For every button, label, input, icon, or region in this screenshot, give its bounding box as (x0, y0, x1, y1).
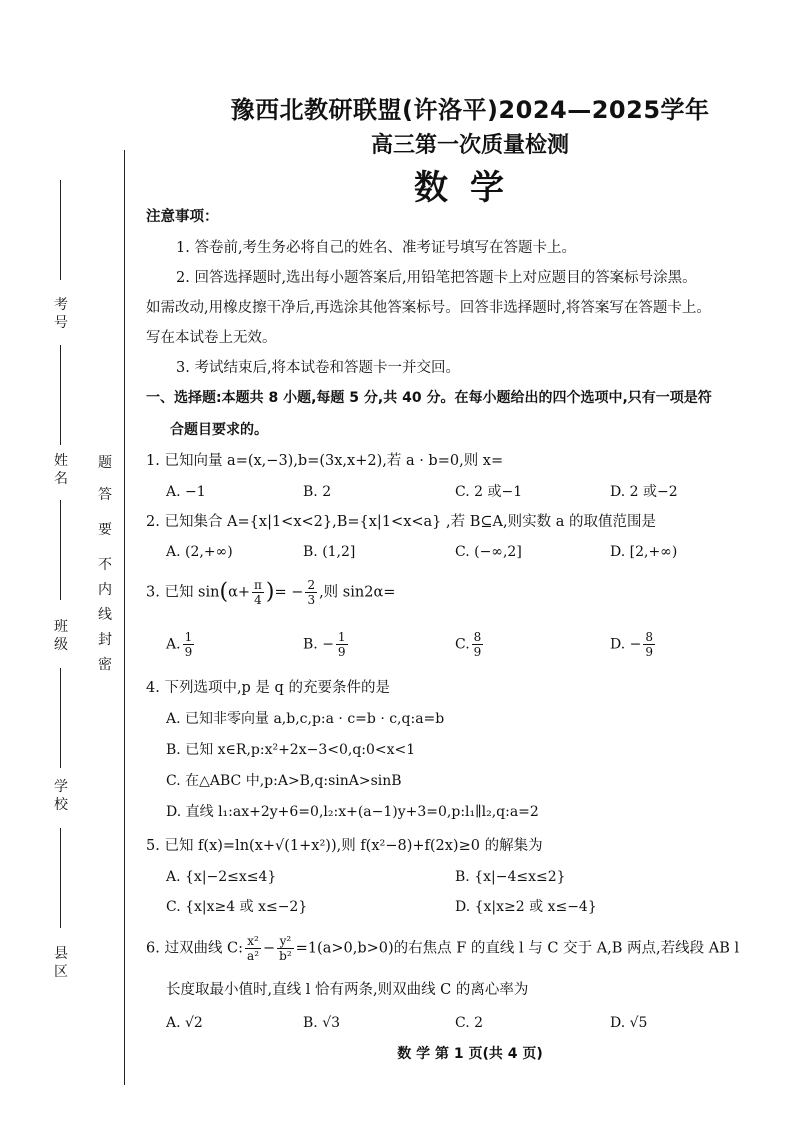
seal-text-char: 不 (98, 557, 112, 573)
seal-line (124, 150, 125, 1085)
class-label: 班级 (54, 619, 68, 653)
q3-four: 4 (254, 593, 262, 607)
seal-text-char: 题 (98, 455, 112, 471)
question-6-stem (146, 934, 739, 963)
q5-option-c: C. {x|x≥4 或 x≤−2} (166, 899, 308, 915)
q4-option-b: B. 已知 x∈R,p:x²+2x−3<0,q:0<x<1 (166, 742, 416, 758)
q6-option-d: D. √5 (610, 1015, 648, 1031)
q6-a2: a² (247, 949, 260, 963)
question-4-stem: 4. 下列选项中,p 是 q 的充要条件的是 (146, 680, 390, 696)
q5-option-d: D. {x|x≥2 或 x≤−4} (455, 899, 597, 915)
q3-option-a: A. $\frac{1}{9}$ (166, 630, 193, 659)
exam-subtitle: 高三第一次质量检测 (370, 133, 569, 158)
q3-equals: = − (274, 584, 304, 601)
seal-text-char: 内 (98, 582, 112, 598)
q5-option-a: A. {x|−2≤x≤4} (166, 869, 277, 885)
question-1-stem: 1. 已知向量 a=(x,−3),b=(3x,x+2),若 a · b=0,则 x= (146, 453, 504, 469)
question-2-stem: 2. 已知集合 A={x|1<x<2},B={x|1<x<a} ,若 B⊆A,则实数 a 的取值范围是 (146, 514, 656, 530)
q3-stem-suffix: ,则 sin2α= (319, 584, 396, 601)
q6-minus: − (263, 940, 276, 957)
q3-option-c: C. $\frac{8}{9}$ (455, 630, 482, 659)
q6-option-b: B. √3 (303, 1015, 341, 1031)
seal-text-char: 答 (98, 487, 112, 503)
note-3: 3. 考试结束后,将本试卷和答题卡一并交回。 (176, 360, 461, 376)
name-label: 姓名 (54, 453, 68, 487)
q2-option-b: B. (1,2] (303, 544, 356, 560)
q5-option-b: B. {x|−4≤x≤2} (455, 869, 566, 885)
notes-heading: 注意事项： (146, 209, 219, 225)
q4-option-d: D. 直线 l₁:ax+2y+6=0,l₂:x+(a−1)y+3=0,p:l₁∥l₂,q:a=2 (166, 804, 539, 820)
q6-stem-suffix: =1(a>0,b>0)的右焦点 F 的直线 l 与 C 交于 A,B 两点,若线段 AB l (295, 940, 740, 957)
q6-x2: x² (245, 934, 261, 949)
question-3-stem: 3. 已知 sin(α+ $\frac{\pi}{4}$ )= − $\frac{2}{3}$ ,则 sin2α= (146, 578, 396, 607)
q6-y2: y² (277, 934, 294, 949)
q6-option-a: A. √2 (166, 1015, 203, 1031)
question-5-stem: 5. 已知 f(x)=ln(x+√(1+x²)),则 f(x²−8)+f(2x)≥0 的解集为 (146, 838, 543, 854)
q2-option-d: D. [2,+∞) (610, 544, 678, 560)
q6-option-c: C. 2 (455, 1015, 484, 1031)
section-1-heading-cont: 合题目要求的。 (170, 422, 268, 438)
note-2-line-2: 如需改动,用橡皮擦干净后,再选涂其他答案标号。回答非选择题时,将答案写在答题卡上。 (146, 300, 711, 316)
q4-option-a: A. 已知非零向量 a,b,c,p:a · c=b · c,q:a=b (166, 711, 445, 727)
seal-text-char: 线 (98, 607, 112, 623)
q3-option-d: D. − $\frac{8}{9}$ (610, 630, 653, 659)
q2-option-a: A. (2,+∞) (166, 544, 233, 560)
q1-option-d: D. 2 或−2 (610, 484, 678, 500)
q3-alpha: α+ (228, 584, 251, 601)
exam-title: 豫西北教研联盟(许洛平)2024—2025学年 (230, 96, 710, 124)
seal-text-char: 要 (98, 522, 112, 538)
subject-title: 数学 (414, 168, 526, 208)
q3-num: 2 (307, 578, 316, 592)
note-1: 1. 答卷前,考生务必将自己的姓名、准考证号填写在答题卡上。 (176, 240, 577, 256)
q3-stem-prefix: 3. 已知 sin (146, 584, 220, 601)
exam-number-label: 考号 (54, 297, 68, 331)
question-6-stem-cont: 长度取最小值时,直线 l 恰有两条,则双曲线 C 的离心率为 (166, 982, 529, 998)
county-label: 县区 (54, 946, 68, 980)
q3-den: 3 (307, 593, 316, 607)
q1-option-c: C. 2 或−1 (455, 484, 523, 500)
school-label: 学校 (54, 779, 68, 813)
q6-b2: b² (279, 949, 292, 963)
note-2-line-3: 写在本试卷上无效。 (146, 330, 277, 346)
q6-stem-prefix: 6. 过双曲线 C: (146, 940, 244, 957)
q2-option-c: C. (−∞,2] (455, 544, 522, 560)
page-footer: 数 学 第 1 页(共 4 页) (397, 1046, 543, 1062)
section-1-heading: 一、选择题:本题共 8 小题,每题 5 分,共 40 分。在每小题给出的四个选项中,只有一项是符 (146, 390, 712, 406)
note-2-line-1: 2. 回答选择题时,选出每小题答案后,用铅笔把答题卡上对应题目的答案标号涂黑。 (176, 270, 697, 286)
seal-text-char: 封 (98, 632, 112, 648)
q4-option-c: C. 在△ABC 中,p:A>B,q:sinA>sinB (166, 773, 402, 789)
seal-text-char: 密 (98, 657, 112, 673)
q3-pi: π (254, 578, 262, 592)
q1-option-a: A. −1 (166, 484, 206, 500)
q1-option-b: B. 2 (303, 484, 332, 500)
q3-option-b: B. − $\frac{1}{9}$ (303, 630, 346, 659)
